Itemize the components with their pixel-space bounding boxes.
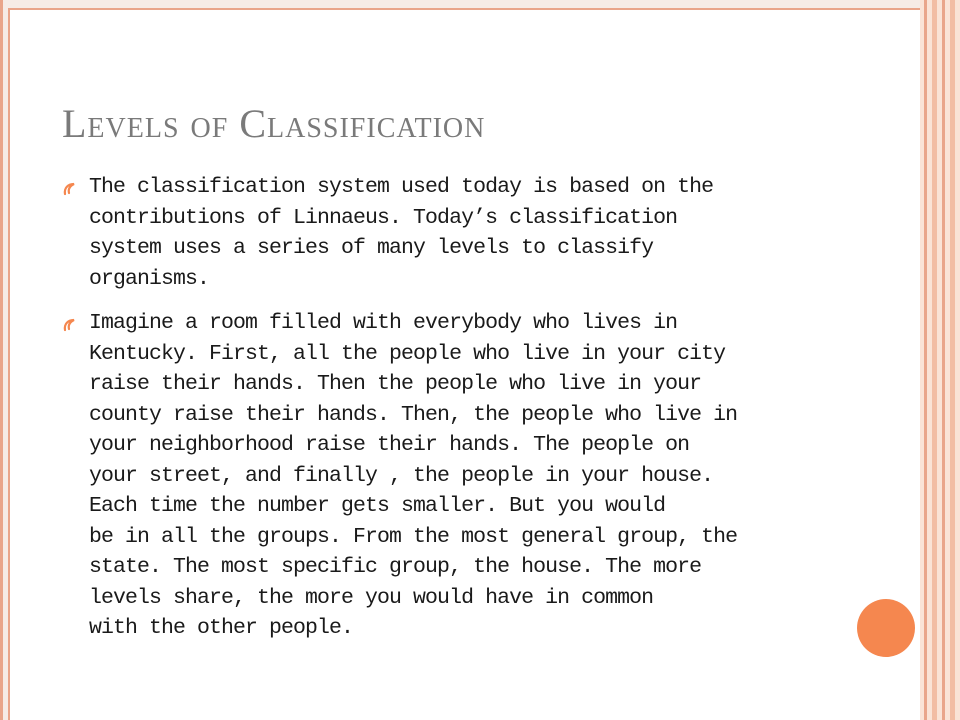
bullet-item: [62, 172, 862, 294]
stripe: [924, 0, 927, 720]
wave-bullet-icon: [62, 318, 76, 332]
stripe: [942, 0, 945, 720]
left-edge-line: [0, 0, 3, 720]
stripe: [932, 0, 937, 720]
slide-title: Levels of Classification: [62, 101, 486, 146]
stripe: [950, 0, 955, 720]
decorative-stripes: [920, 0, 960, 720]
bullet-text: The classification system used today is based on the contributions of Linnaeus. Today’s classification system uses a series of many levels to classify organisms.: [89, 175, 714, 291]
bullet-item: [62, 308, 862, 644]
wave-bullet-icon: [62, 182, 76, 196]
decorative-circle: [857, 599, 915, 657]
bullet-text: Imagine a room filled with everybody who lives in Kentucky. First, all the people who live in your city raise their hands. Then the people who live in your county raise their hands. Then, the people who live in your neighborhood raise their hands. The people on your street, and finally , the people in your house. Each time the number gets smaller. But you would be in all the groups. From the most general group, the state. The most specific group, the house. The more levels share, the more you would have in common with the other people.: [89, 311, 738, 640]
bullet-list: [62, 172, 862, 658]
